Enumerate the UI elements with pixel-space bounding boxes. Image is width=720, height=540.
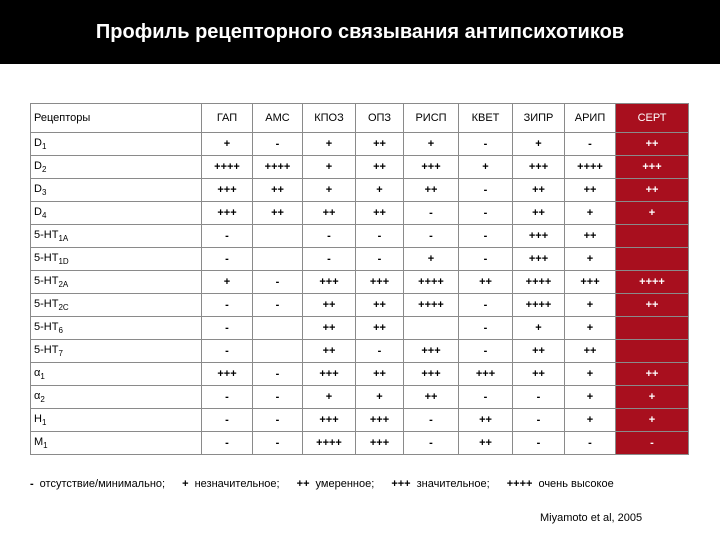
affinity-cell: +	[303, 156, 356, 179]
receptor-label: $\alpha_2$	[31, 386, 202, 409]
affinity-cell-highlight	[616, 248, 689, 271]
affinity-cell: +	[202, 133, 253, 156]
affinity-cell: +	[303, 179, 356, 202]
affinity-cell-highlight: ++	[616, 294, 689, 317]
affinity-cell: ++	[565, 179, 616, 202]
receptor-label: $H_1$	[31, 409, 202, 432]
header-col-highlight: СЕРТ	[616, 104, 689, 133]
affinity-cell: -	[459, 340, 513, 363]
affinity-cell: ++++	[513, 294, 565, 317]
affinity-cell: +++	[404, 363, 459, 386]
affinity-cell: -	[459, 317, 513, 340]
table-row	[31, 409, 689, 432]
affinity-cell: -	[404, 409, 459, 432]
citation: Miyamoto et al, 2005	[540, 512, 643, 524]
affinity-cell: -	[202, 340, 253, 363]
affinity-cell-highlight: ++	[616, 363, 689, 386]
header-col: КВЕТ	[459, 104, 513, 133]
affinity-cell: ++	[356, 294, 404, 317]
affinity-cell: +++	[404, 340, 459, 363]
affinity-cell: -	[565, 133, 616, 156]
receptor-label: $M_1$	[31, 432, 202, 455]
affinity-cell-highlight: +	[616, 409, 689, 432]
receptor-label: $D_4$	[31, 202, 202, 225]
affinity-cell: +++	[404, 156, 459, 179]
affinity-cell: -	[253, 294, 303, 317]
affinity-cell: +++	[356, 432, 404, 455]
affinity-cell: ++	[565, 225, 616, 248]
affinity-cell: +++	[303, 271, 356, 294]
header-col: ЗИПР	[513, 104, 565, 133]
affinity-cell: -	[404, 202, 459, 225]
affinity-cell	[253, 317, 303, 340]
receptor-label: $D_1$	[31, 133, 202, 156]
affinity-cell: +++	[459, 363, 513, 386]
affinity-cell: +++	[356, 271, 404, 294]
affinity-cell: -	[303, 225, 356, 248]
affinity-cell: -	[253, 363, 303, 386]
affinity-cell: ++	[303, 340, 356, 363]
legend-item: ++++ очень высокое	[506, 478, 614, 490]
receptor-label: $5-HT_{2A}$	[31, 271, 202, 294]
receptor-label: $D_2$	[31, 156, 202, 179]
affinity-cell-highlight	[616, 340, 689, 363]
affinity-cell: -	[202, 225, 253, 248]
affinity-cell: -	[565, 432, 616, 455]
header-col: АРИП	[565, 104, 616, 133]
affinity-cell: ++++	[565, 156, 616, 179]
affinity-cell: +	[565, 409, 616, 432]
affinity-cell: +	[404, 133, 459, 156]
affinity-cell: -	[356, 248, 404, 271]
table-row	[31, 432, 689, 455]
header-col: РИСП	[404, 104, 459, 133]
receptor-label: $D_3$	[31, 179, 202, 202]
affinity-cell: -	[202, 248, 253, 271]
affinity-cell: +	[565, 363, 616, 386]
table-row	[31, 133, 689, 156]
affinity-cell: -	[253, 271, 303, 294]
affinity-cell: +++	[303, 363, 356, 386]
affinity-cell-highlight	[616, 225, 689, 248]
table-row	[31, 225, 689, 248]
affinity-cell-highlight: +	[616, 202, 689, 225]
affinity-cell: ++	[253, 202, 303, 225]
affinity-cell: -	[459, 386, 513, 409]
affinity-cell: +++	[303, 409, 356, 432]
affinity-cell: ++	[513, 179, 565, 202]
affinity-cell: -	[459, 294, 513, 317]
affinity-cell: +	[513, 133, 565, 156]
affinity-cell	[404, 317, 459, 340]
affinity-cell: ++	[513, 363, 565, 386]
affinity-cell	[253, 225, 303, 248]
receptor-label: $5-HT_{2C}$	[31, 294, 202, 317]
affinity-cell: ++	[459, 432, 513, 455]
affinity-cell: ++	[459, 409, 513, 432]
affinity-cell: ++	[565, 340, 616, 363]
header-col: ГАП	[202, 104, 253, 133]
affinity-cell: +++	[202, 179, 253, 202]
affinity-cell: -	[459, 225, 513, 248]
affinity-cell: -	[202, 294, 253, 317]
legend-item: - отсутствие/минимально;	[30, 478, 166, 490]
table-row	[31, 363, 689, 386]
affinity-cell: +++	[202, 363, 253, 386]
legend-item: ++ умеренное;	[296, 478, 375, 490]
affinity-cell-highlight	[616, 317, 689, 340]
legend-item: +++ значительное;	[391, 478, 490, 490]
affinity-cell: +++	[202, 202, 253, 225]
affinity-cell-highlight: +	[616, 386, 689, 409]
table-row	[31, 386, 689, 409]
receptor-table	[30, 103, 689, 455]
table-row	[31, 179, 689, 202]
affinity-cell: ++	[404, 179, 459, 202]
table-row	[31, 248, 689, 271]
affinity-cell: -	[459, 179, 513, 202]
receptor-label: $5-HT_{1A}$	[31, 225, 202, 248]
affinity-cell: -	[404, 225, 459, 248]
affinity-cell-highlight: ++	[616, 133, 689, 156]
affinity-cell-highlight: ++++	[616, 271, 689, 294]
receptor-label: $5-HT_6$	[31, 317, 202, 340]
affinity-cell: +	[513, 317, 565, 340]
affinity-cell: +++	[513, 156, 565, 179]
affinity-cell: ++	[253, 179, 303, 202]
affinity-cell: +	[459, 156, 513, 179]
affinity-cell: -	[202, 386, 253, 409]
table-row	[31, 271, 689, 294]
affinity-cell: ++++	[404, 294, 459, 317]
affinity-cell: ++	[303, 294, 356, 317]
affinity-cell	[253, 340, 303, 363]
table-header-row	[31, 104, 689, 133]
legend-item: + незначительное;	[182, 478, 280, 490]
affinity-cell: +	[565, 202, 616, 225]
header-col: ОПЗ	[356, 104, 404, 133]
affinity-cell: -	[253, 409, 303, 432]
affinity-cell: -	[253, 133, 303, 156]
table-row	[31, 317, 689, 340]
affinity-cell: ++++	[253, 156, 303, 179]
affinity-cell: ++++	[303, 432, 356, 455]
table-row	[31, 294, 689, 317]
affinity-cell: ++	[356, 363, 404, 386]
affinity-cell: -	[404, 432, 459, 455]
affinity-cell: -	[253, 386, 303, 409]
affinity-cell: ++++	[513, 271, 565, 294]
header-col: КПОЗ	[303, 104, 356, 133]
affinity-cell: ++	[459, 271, 513, 294]
header-col: АМС	[253, 104, 303, 133]
affinity-cell: ++	[356, 202, 404, 225]
affinity-cell: +	[565, 248, 616, 271]
affinity-cell: +	[565, 317, 616, 340]
affinity-cell: +	[303, 386, 356, 409]
affinity-cell: -	[459, 202, 513, 225]
affinity-cell: ++	[356, 317, 404, 340]
affinity-cell: +	[356, 179, 404, 202]
affinity-cell: ++	[303, 317, 356, 340]
affinity-cell: +	[565, 386, 616, 409]
affinity-cell: -	[202, 432, 253, 455]
affinity-cell: +	[303, 133, 356, 156]
affinity-cell-highlight: +++	[616, 156, 689, 179]
affinity-cell: ++	[513, 202, 565, 225]
affinity-cell: ++	[303, 202, 356, 225]
affinity-cell: -	[356, 225, 404, 248]
affinity-cell: ++++	[404, 271, 459, 294]
receptor-label: $5-HT_{1D}$	[31, 248, 202, 271]
affinity-cell: -	[459, 248, 513, 271]
slide-title: Профиль рецепторного связывания антипсихотиков	[95, 21, 625, 43]
affinity-cell: -	[513, 409, 565, 432]
affinity-cell: -	[513, 432, 565, 455]
affinity-cell	[253, 248, 303, 271]
affinity-cell: +++	[565, 271, 616, 294]
table-row	[31, 340, 689, 363]
affinity-cell: ++	[404, 386, 459, 409]
affinity-cell: ++	[356, 133, 404, 156]
legend	[30, 478, 690, 490]
affinity-cell: +++	[513, 248, 565, 271]
affinity-cell-highlight: ++	[616, 179, 689, 202]
affinity-cell: ++	[356, 156, 404, 179]
affinity-cell: ++	[513, 340, 565, 363]
receptor-label: $5-HT_7$	[31, 340, 202, 363]
affinity-cell: -	[356, 340, 404, 363]
affinity-cell-highlight: -	[616, 432, 689, 455]
affinity-cell: -	[513, 386, 565, 409]
header-receptors: Рецепторы	[31, 104, 202, 133]
table-row	[31, 202, 689, 225]
affinity-cell: +	[356, 386, 404, 409]
affinity-cell: -	[253, 432, 303, 455]
affinity-cell: +	[565, 294, 616, 317]
affinity-cell: +++	[356, 409, 404, 432]
affinity-cell: +	[404, 248, 459, 271]
affinity-cell: +	[202, 271, 253, 294]
affinity-cell: -	[459, 133, 513, 156]
affinity-cell: -	[202, 409, 253, 432]
table-row	[31, 156, 689, 179]
affinity-cell: ++++	[202, 156, 253, 179]
affinity-cell: -	[303, 248, 356, 271]
affinity-cell: -	[202, 317, 253, 340]
affinity-cell: +++	[513, 225, 565, 248]
receptor-label: $\alpha_1$	[31, 363, 202, 386]
